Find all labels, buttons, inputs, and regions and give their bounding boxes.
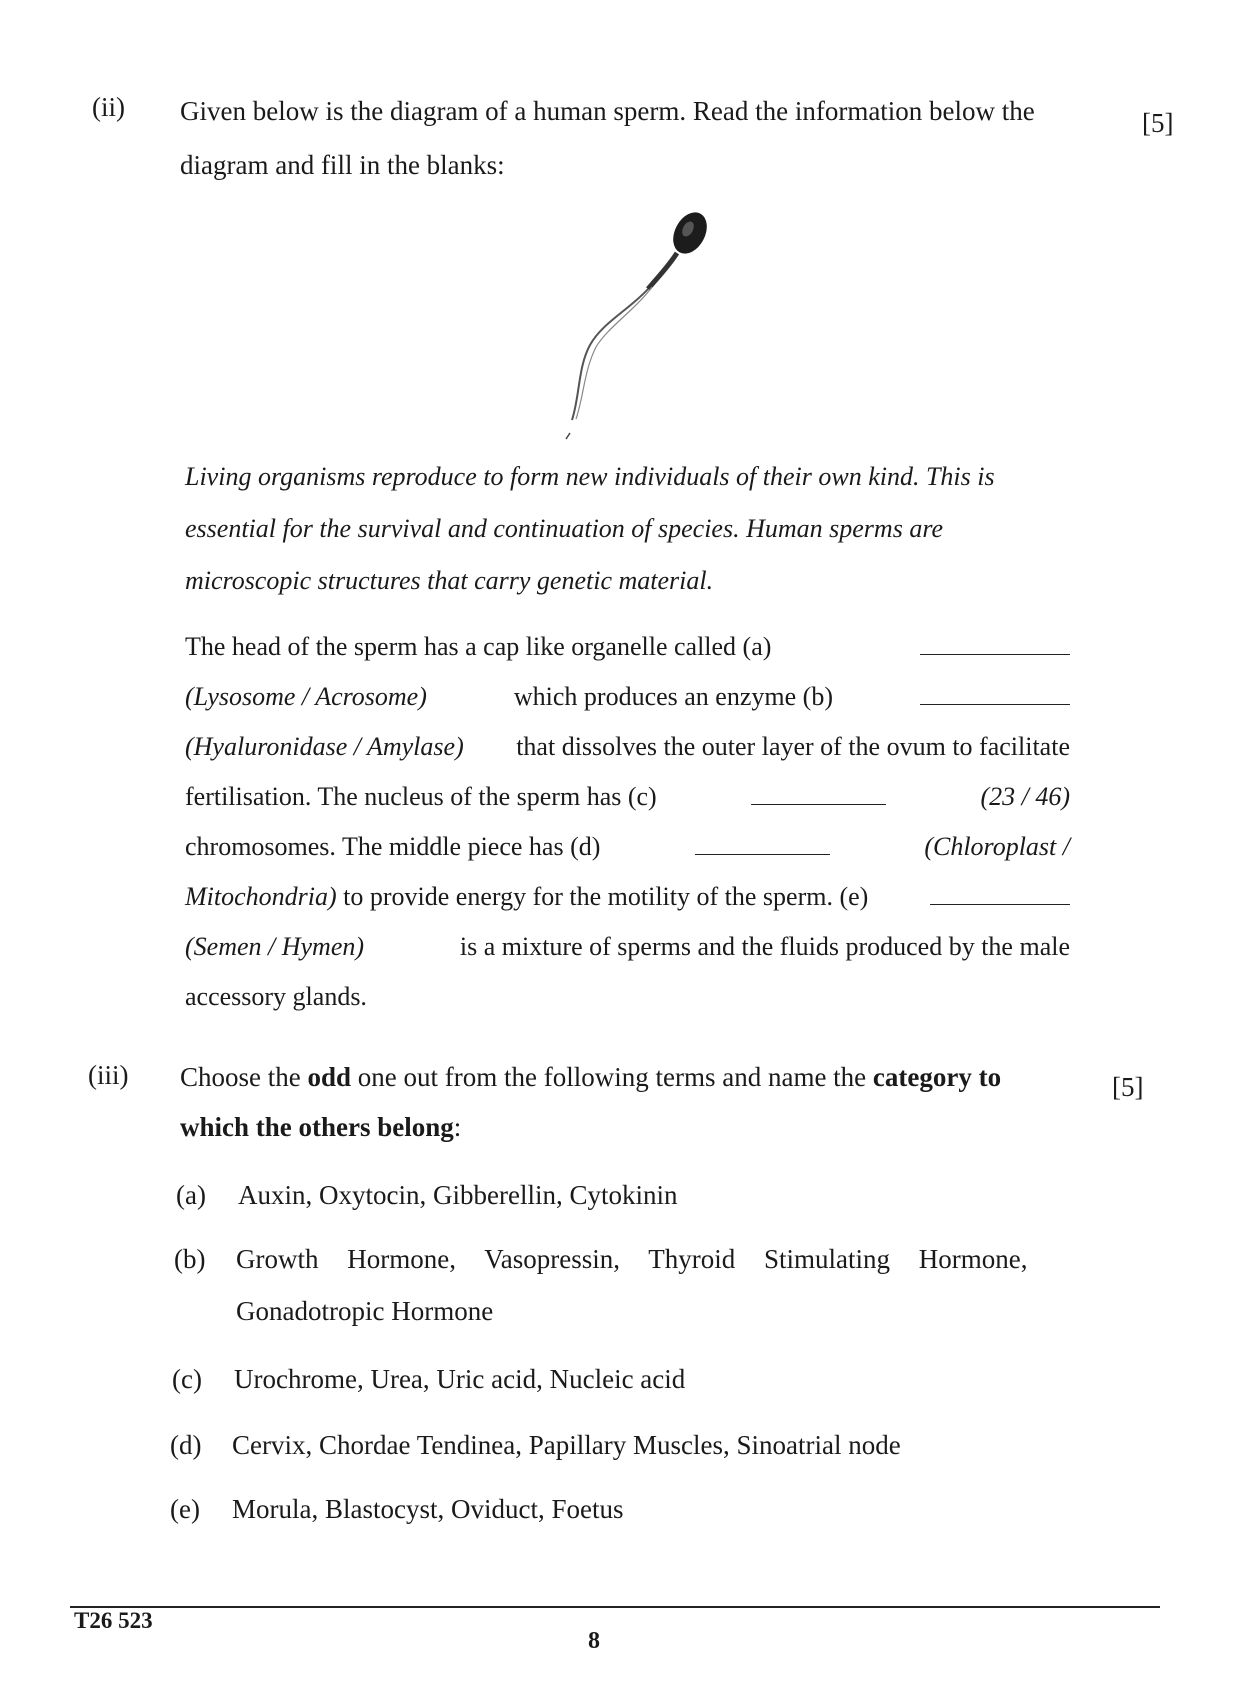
option-hint: (Hyaluronidase / Amylase): [185, 732, 464, 761]
option-item-continuation: Gonadotropic Hormone: [236, 1296, 494, 1326]
prompt-text: Choose the: [180, 1062, 308, 1092]
blank-d[interactable]: [695, 836, 830, 855]
blank-e[interactable]: [930, 886, 1070, 905]
option-letter: (a): [176, 1180, 206, 1210]
option-item: [172, 1364, 685, 1395]
fill-line-4: [185, 782, 1070, 832]
option-item: [170, 1494, 623, 1525]
sperm-diagram: [540, 205, 720, 445]
intro-line: [185, 462, 1075, 514]
option-text: Cervix, Chordae Tendinea, Papillary Muscles, Sinoatrial node: [232, 1430, 901, 1460]
fill-line-6: [185, 882, 1070, 932]
fill-line-7: [185, 932, 1070, 982]
prompt-text: one out from the following terms and name the: [351, 1062, 873, 1092]
fill-line-1: [185, 632, 1070, 682]
prompt-bold: category to: [872, 1062, 1002, 1092]
page-number: 8: [588, 1628, 600, 1654]
fill-text: which produces an enzyme (b): [513, 682, 833, 711]
fill-text: The head of the sperm has a cap like organelle called (a): [185, 632, 772, 661]
prompt-bold: odd: [307, 1062, 352, 1092]
option-item: [176, 1180, 677, 1211]
fill-text: chromosomes. The middle piece has (d): [185, 832, 601, 861]
fill-text: that dissolves the outer layer of the ovum to facilitate: [516, 732, 1070, 761]
prompt-bold: which the others belong: [180, 1112, 454, 1142]
marks: [5]: [1142, 108, 1174, 138]
intro-line: [185, 566, 1075, 618]
question-prompt-line1: Given below is the diagram of a human sperm. Read the information below the: [180, 96, 1035, 126]
option-text: Morula, Blastocyst, Oviduct, Foetus: [232, 1494, 624, 1524]
question-number: (iii): [88, 1060, 129, 1090]
option-hint: (23 / 46): [980, 782, 1070, 811]
option-hint: Mitochondria): [185, 882, 337, 911]
option-text: Auxin, Oxytocin, Gibberellin, Cytokinin: [238, 1180, 678, 1210]
sperm-tail-tip: [566, 433, 570, 439]
fill-text: to provide energy for the motility of the sperm. (e): [343, 882, 869, 911]
fill-line-8: [185, 982, 1070, 1032]
option-letter: (d): [170, 1430, 202, 1460]
question-number: (ii): [92, 92, 125, 122]
sperm-tail: [572, 289, 648, 420]
option-hint: (Semen / Hymen): [185, 932, 365, 961]
fill-text: accessory glands.: [185, 982, 367, 1011]
blank-a[interactable]: [920, 636, 1070, 655]
intro-paragraph: [185, 462, 1075, 618]
blank-c[interactable]: [751, 786, 886, 805]
prompt-text: :: [453, 1112, 462, 1142]
intro-line: [185, 514, 1075, 566]
option-hint: (Chloroplast /: [924, 832, 1070, 861]
sperm-tail-edge: [576, 287, 652, 419]
fill-line-3: [185, 732, 1070, 782]
blank-b[interactable]: [920, 686, 1070, 705]
option-item: [170, 1430, 901, 1461]
intro-line-text: microscopic structures that carry genetic material.: [185, 566, 714, 595]
question-prompt-line2: [180, 1112, 461, 1143]
fill-text: is a mixture of sperms and the fluids produced by the male: [459, 932, 1070, 961]
option-text: Urochrome, Urea, Uric acid, Nucleic acid: [234, 1364, 686, 1394]
paper-code: T26 523: [74, 1608, 153, 1633]
fill-text: fertilisation. The nucleus of the sperm has (c): [185, 782, 657, 811]
option-letter: (e): [170, 1494, 200, 1524]
intro-line-text: Living organisms reproduce to form new individuals of their own kind. This is: [185, 462, 995, 491]
option-item: [174, 1244, 1054, 1275]
question-prompt-line1: [180, 1062, 1001, 1093]
option-hint: (Lysosome / Acrosome): [185, 682, 427, 711]
question-prompt-line2: diagram and fill in the blanks:: [180, 150, 505, 180]
sperm-middle-piece: [648, 253, 677, 289]
intro-line-text: essential for the survival and continuation of species. Human sperms are: [185, 514, 944, 543]
fill-line-5: [185, 832, 1070, 882]
fill-line-2: [185, 682, 1070, 732]
marks: [5]: [1112, 1072, 1144, 1102]
option-letter: (b): [174, 1244, 206, 1274]
fill-blanks-paragraph: [185, 632, 1070, 1032]
footer-rule: [70, 1606, 1160, 1608]
option-letter: (c): [172, 1364, 202, 1394]
option-text: Growth Hormone, Vasopressin, Thyroid Stimulating Hormone,: [236, 1244, 1028, 1274]
